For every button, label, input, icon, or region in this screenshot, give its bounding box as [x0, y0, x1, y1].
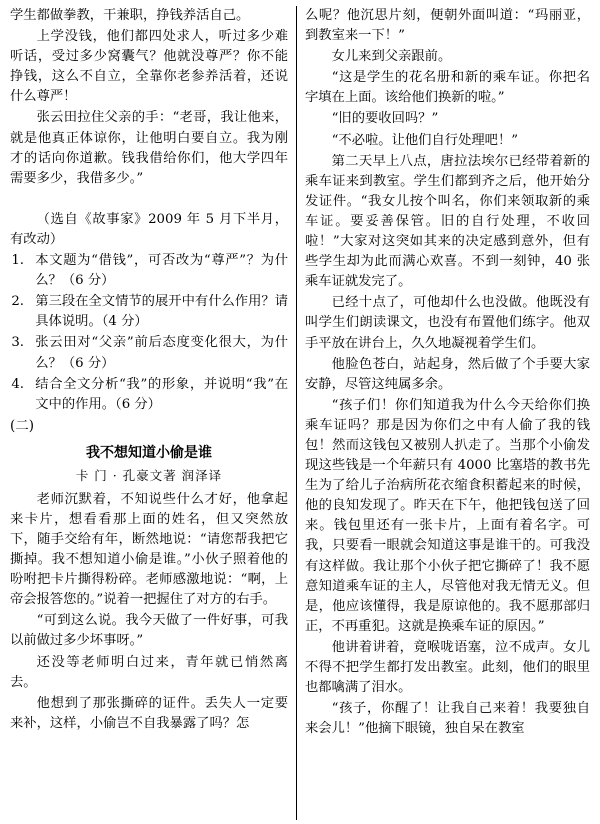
paragraph: 还没等老师明白过来，青年就已悄然离去。: [10, 654, 288, 690]
question-list: [10, 251, 288, 415]
question-number: 1.: [11, 253, 25, 269]
left-column: [10, 6, 296, 820]
paragraph: 女儿来到父亲跟前。: [331, 49, 452, 65]
question-text: 张云田对“父亲”前后态度变化很大，为什么？（6 分）: [35, 335, 288, 371]
column-divider: [296, 6, 297, 820]
source-note: （选自《故事家》2009 年 5 月下半月，有改动）: [10, 211, 288, 247]
paragraph: “可到这么说。我今天做了一件好事，可我以前做过多少坏事呀。”: [10, 613, 288, 649]
paragraph: 学生都做拳教，干兼职，挣钱养活自己。: [10, 8, 250, 23]
question-text: 第三段在全文情节的展开中有什么作用？请具体说明。（4 分）: [35, 294, 288, 330]
paragraph: 他想到了那张撕碎的证件。丢失人一定要来补，这样，小偷岂不自我暴露了吗？怎: [10, 695, 288, 731]
question-number: 4.: [11, 376, 25, 392]
right-column: [303, 6, 590, 820]
question-item: [10, 292, 288, 332]
paragraph: 第二天早上八点，唐拉法埃尔已经带着新的乘车证来到教室。学生们都到齐之后，他开始分发证件。“我女儿按个叫名，你们来领取新的乘车证。要妥善保管。旧的自行处理，不收回啦！”大家对这突如其来的决定感到意外，但有些学生却为此而满心欢喜。不到一刻钟，40 张乘车证就发完了。: [305, 153, 590, 290]
paragraph: “不必啦。让他们自行处理吧！”: [331, 132, 519, 148]
two-column-layout: [10, 6, 590, 820]
question-number: 2.: [11, 294, 25, 310]
paragraph: “这是学生的花名册和新的乘车证。你把名字填在上面。该给他们换新的啦。”: [305, 70, 590, 106]
paragraph: 上学没钱，他们都四处求人，听过多少难听话，受过多少窝囊气？他就没尊严？你不能挣钱，这么不自立，全靠你老参养活着，还说什么尊严！: [10, 29, 288, 105]
question-text: 结合全文分析“我”的形象，并说明“我”在文中的作用。（6 分）: [35, 376, 288, 412]
paragraph: “旧的要收回吗？”: [331, 111, 439, 127]
article-byline: 卡 门 · 孔豪文著 润泽译: [75, 467, 223, 483]
paragraph: “孩子，你醒了！让我自己来着！我要独自来会儿！”他摘下眼镜，独自呆在教室: [305, 701, 590, 737]
question-number: 3.: [11, 335, 25, 351]
question-item: [10, 375, 288, 415]
paragraph: 他讲着讲着，竟喉咙语塞，泣不成声。女儿不得不把学生都打发出教室。此刻，他们的眼里也都噙满了泪水。: [305, 639, 590, 696]
spacer: [10, 190, 288, 210]
question-text: 本文题为“借钱”，可否改为“尊严”？为什么？（6 分）: [35, 253, 288, 289]
paragraph: 他脸色苍白，站起身，然后做了个手要大家安静，尽管这纯属多余。: [305, 356, 590, 392]
question-item: [10, 251, 288, 291]
section-number: (二): [10, 417, 35, 434]
question-item: [10, 333, 288, 373]
paragraph: 么呢？他沉思片刻，便朝外面叫道：“玛丽亚，到教室来一下！”: [305, 8, 590, 44]
paragraph: 已经十点了，可他却什么也没做。他既没有叫学生们朗读课文，也没有布置他们练字。他双手平放在讲台上，久久地凝视着学生们。: [305, 295, 590, 351]
paragraph: 张云田拉住父亲的手：“老哥，我让他来，就是他真正体谅你，让他明白要自立。我为刚才的话向你道歉。钱我借给你们，他大学四年需要多少，我借多少。”: [10, 110, 288, 186]
paragraph: 老师沉默着，不知说些什么才好，他拿起来卡片，想看看那上面的姓名，但又突然放下，随手交给有年，断然地说：“请您帮我把它撕掉。我不想知道小偷是谁。”小伙子照着他的吩咐把卡片撕得粉碎。老师感激地说：“啊，上帝会报答您的。”说着一把握住了对方的右手。: [10, 491, 288, 608]
paragraph: “孩子们！你们知道我为什么今天给你们换乘车证吗？那是因为你们之中有人偷了我的钱包！然而这钱包又被别人扒走了。当那个小偷发现这些钱是一个年薪只有 4000 比塞塔的教书先生为了给儿子治病所花衣缩食积蓄起来的时候，他的良知发现了。昨天在下午，他把钱包送了回来。钱包里还有一张卡片，上面有着名字。可我，只要看一眼就会知道这事是谁干的。可我没有这样做。我让那个小伙子把它撕碎了！我不愿意知道乘车证的主人，尽管他对我无情无义。但是，他应该懂得，我是原谅他的。我不愿那部归正，不再重犯。这就是换乘车证的原因。”: [305, 397, 590, 634]
article-title: 我不想知道小偷是谁: [86, 444, 212, 461]
